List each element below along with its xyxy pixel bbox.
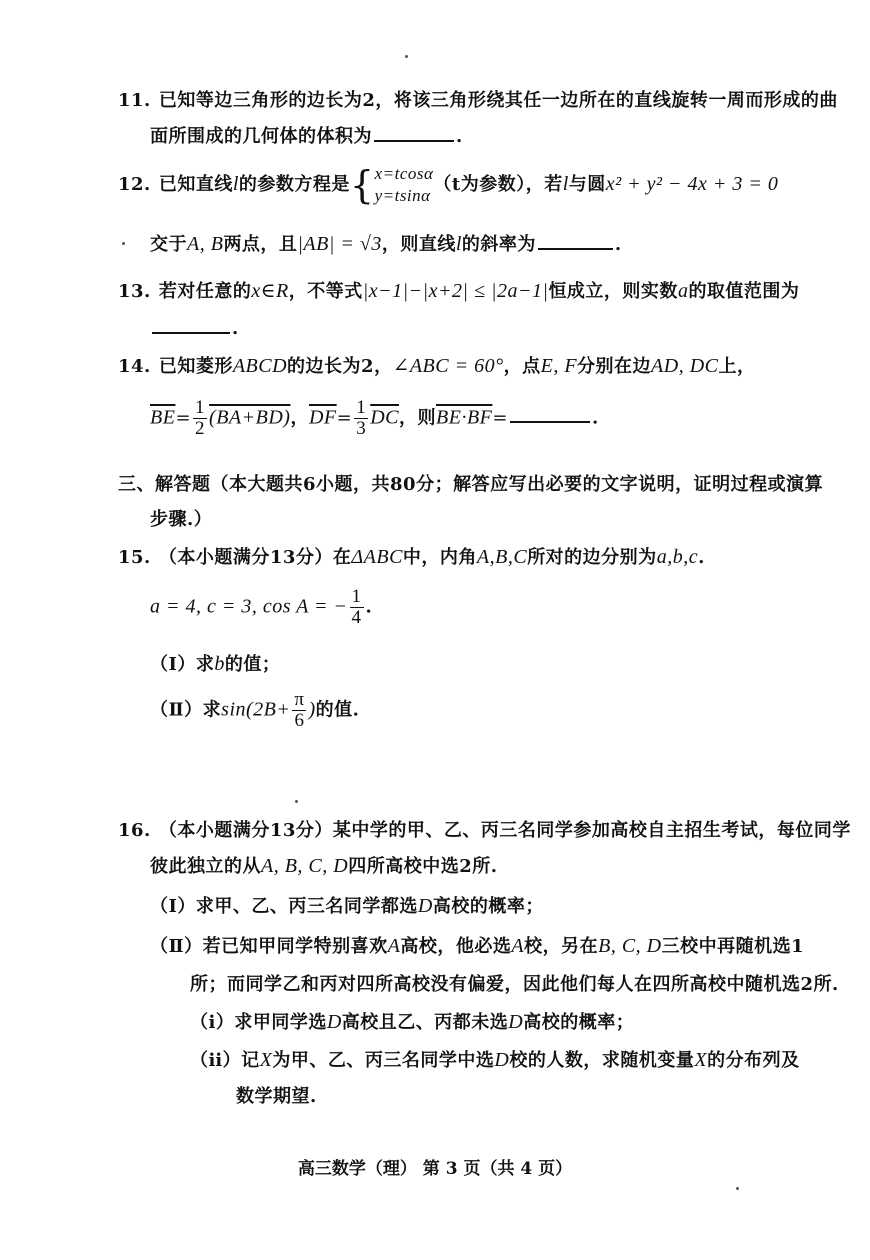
scan-speck xyxy=(295,800,298,803)
q14-ABCD: ABCD xyxy=(232,355,288,377)
q16-l2-pre: 彼此独立的从 xyxy=(150,856,261,877)
q15-p2-expr: sin(2B+ xyxy=(221,698,291,721)
q13-mid: ，不等式 xyxy=(288,281,363,302)
q15-frac-num: 1 xyxy=(351,586,362,607)
q12-l: l xyxy=(232,173,239,196)
q14-post3: 上， xyxy=(718,356,756,377)
q16-pii-X2: X xyxy=(694,1049,708,1071)
q11-text2: 面所围成的几何体的体积为 xyxy=(150,126,372,147)
q16-schools: A, B, C, D xyxy=(261,855,349,877)
q15-p2-den: 6 xyxy=(294,709,305,731)
q14-comma: ， xyxy=(290,407,309,429)
q13-post: 恒成立，则实数 xyxy=(548,281,678,302)
q14-eq2: = xyxy=(336,407,353,429)
q16-text1: （本小题满分13分）某中学的甲、乙、丙三名同学参加高校自主招生考试，每位同学 xyxy=(158,820,851,841)
q16-p2-mid2: 校，另在 xyxy=(524,936,599,957)
q14-frac-third xyxy=(354,398,368,439)
q16-part-ii-line2 xyxy=(236,1082,317,1108)
q15-p2-close: ) xyxy=(308,698,316,721)
q15-part2 xyxy=(150,690,359,731)
q16-pii-pre: （ⅱ）记 xyxy=(190,1050,260,1071)
q15-line2 xyxy=(150,587,372,628)
section3-title: 三、解答题（本大题共6小题，共80分；解答应写出必要的文字说明，证明过程或演算 xyxy=(118,474,824,495)
q13-answer-blank xyxy=(152,331,230,334)
q14-third-den: 3 xyxy=(356,417,367,439)
q14-mid: 的边长为2， xyxy=(287,356,393,377)
q16-pii-mid: 为甲、乙、丙三名同学中选 xyxy=(272,1050,495,1071)
q14-vec-BE: $\overline{BE}$ xyxy=(150,406,176,429)
q16-p1-pre: （Ⅰ）求甲、乙、丙三名同学都选 xyxy=(150,896,418,917)
q15-post: 所对的边分别为 xyxy=(527,547,657,568)
scan-speck xyxy=(736,1187,739,1190)
q14-dot-product: BE·BF xyxy=(436,406,493,429)
q13-pre: 若对任意的 xyxy=(158,281,252,302)
q13-number: 13. xyxy=(118,281,151,302)
q15-p1-var: b xyxy=(214,653,225,675)
q16-pi-mid: 高校且乙、丙都未选 xyxy=(341,1012,509,1033)
q16-number: 16. xyxy=(118,820,151,841)
q15-sides: a,b,c xyxy=(656,546,699,568)
q12-circle-eq: x² + y² − 4x + 3 = 0 xyxy=(605,173,779,196)
q14-eq3: = xyxy=(492,407,508,429)
q12-circle-pre: 与圆 xyxy=(568,174,606,196)
q12-l2: l xyxy=(562,173,569,196)
q15-line1 xyxy=(118,543,705,569)
q16-pi-post: 高校的概率； xyxy=(523,1012,635,1033)
q16-p2-line2: 所；而同学乙和丙对四所高校没有偏爱，因此他们每人在四所高校中随机选2所. xyxy=(190,974,839,995)
q12-eq1: x=tcosα xyxy=(374,164,434,183)
q16-part2-line2 xyxy=(190,970,839,996)
q16-line2 xyxy=(150,852,498,878)
q15-end: . xyxy=(698,547,705,568)
q14-line1 xyxy=(118,352,756,378)
q16-part-ii xyxy=(190,1046,800,1072)
page-footer: 高三数学（理） 第 3 页（共 4 页） xyxy=(297,1159,573,1179)
q13-period: . xyxy=(232,318,239,339)
q14-sides: AD, DC xyxy=(651,355,719,377)
q15-given-end: . xyxy=(365,596,373,618)
q11-period: . xyxy=(456,126,463,147)
q14-answer-blank xyxy=(510,420,590,423)
q13-xR: x∈R xyxy=(251,280,289,302)
q15-angles: A,B,C xyxy=(476,546,528,568)
q13-end-text: 的取值范围为 xyxy=(688,281,800,302)
q16-line1 xyxy=(118,816,851,842)
q15-p1-post: 的值； xyxy=(224,654,281,675)
q15-frac-den: 4 xyxy=(351,606,362,628)
q12-l2-post: ，则直线 xyxy=(381,234,456,255)
q11-answer-blank xyxy=(374,139,454,142)
q12-period: . xyxy=(614,234,622,255)
q11-text1: 已知等边三角形的边长为2，将该三角形绕其任一边所在的直线旋转一周而形成的曲 xyxy=(158,90,838,111)
q12-line2 xyxy=(150,230,622,256)
q14-half-den: 2 xyxy=(195,417,206,439)
q12-param: （t为参数），若 xyxy=(433,174,563,196)
q15-p2-label: （Ⅱ）求 xyxy=(150,699,222,721)
q12-pre: 已知直线 xyxy=(158,174,233,196)
q12-mid: 的参数方程是 xyxy=(238,174,350,196)
q12-eq2: y=tsinα xyxy=(374,186,431,206)
q15-pre: （本小题满分13分）在 xyxy=(158,547,352,568)
q16-pi-pre: （ⅰ）求甲同学选 xyxy=(190,1012,327,1033)
q14-vec-DC: $\overline{DC}$ xyxy=(370,406,400,429)
q16-p2-A2: A xyxy=(511,935,525,957)
q11-line1 xyxy=(118,86,838,112)
q12-l3: l xyxy=(455,233,462,255)
q15-given: a = 4, c = 3, cos A = − xyxy=(150,595,348,618)
q16-p2-mid: 高校，他必选 xyxy=(400,936,512,957)
q14-period: . xyxy=(591,407,599,429)
q15-p2-post: 的值. xyxy=(315,699,360,721)
q14-EF: E, F xyxy=(540,355,578,377)
q14-post2: 分别在边 xyxy=(577,356,652,377)
q15-p2-num: π xyxy=(294,689,305,710)
q12-l2-end: 的斜率为 xyxy=(461,234,536,255)
q16-p2-BCD: B, C, D xyxy=(598,935,662,957)
q11-number: 11. xyxy=(118,90,151,111)
q12-l2-pre: 交于 xyxy=(150,234,187,255)
q15-p2-frac xyxy=(292,690,306,731)
q14-pre: 已知菱形 xyxy=(158,356,233,377)
section3-line2 xyxy=(150,505,212,531)
scan-speck xyxy=(405,55,408,58)
q16-p1-D: D xyxy=(417,895,433,917)
q14-line2 xyxy=(150,398,599,439)
scan-speck xyxy=(122,242,125,245)
section3-title-cont: 步骤.） xyxy=(150,509,213,530)
q13-a: a xyxy=(677,280,689,302)
q14-frac-half xyxy=(193,398,207,439)
q14-vec-DF: $\overline{DF}$ xyxy=(308,406,337,429)
q13-line1 xyxy=(118,277,799,303)
q16-pii-D: D xyxy=(494,1049,510,1071)
q16-p2-pre: （Ⅱ）若已知甲同学特别喜欢 xyxy=(150,936,388,957)
q14-angle: ∠ABC = 60° xyxy=(392,355,504,377)
q14-vec-sum: (BA+BD) xyxy=(209,406,291,429)
q12-absAB: |AB| = √3 xyxy=(297,233,382,255)
q15-mid: 中，内角 xyxy=(402,547,477,568)
q16-pii-X: X xyxy=(259,1049,273,1071)
q14-third-num: 1 xyxy=(356,397,367,418)
q12-system xyxy=(375,163,434,207)
q16-pi-D: D xyxy=(326,1011,342,1033)
q14-post: ，点 xyxy=(503,356,541,377)
q15-part1 xyxy=(150,650,280,676)
q16-p1-post: 高校的概率； xyxy=(432,896,544,917)
q14-eq: = xyxy=(175,407,192,429)
q12-answer-blank xyxy=(538,247,613,250)
q11-line2 xyxy=(150,122,463,148)
q15-number: 15. xyxy=(118,547,151,568)
q13-inequality: |x−1|−|x+2| ≤ |2a−1| xyxy=(362,280,549,302)
q14-then: ，则 xyxy=(399,407,437,429)
section3-line1 xyxy=(118,470,823,496)
q16-part2 xyxy=(150,932,804,958)
q15-triangle: ΔABC xyxy=(351,546,403,568)
q13-line2 xyxy=(150,318,239,339)
q14-number: 14. xyxy=(118,356,151,377)
q16-part-i xyxy=(190,1008,634,1034)
q14-half-num: 1 xyxy=(195,397,206,418)
q15-frac xyxy=(350,587,364,628)
q16-pii-post: 的分布列及 xyxy=(707,1050,800,1071)
q16-pi-D2: D xyxy=(508,1011,524,1033)
q16-part1 xyxy=(150,892,544,918)
q12-brace: { xyxy=(349,163,375,208)
q12-number: 12. xyxy=(118,174,151,196)
q12-AB: A, B xyxy=(187,233,224,255)
q15-p1-label: （Ⅰ）求 xyxy=(150,654,215,675)
q16-p2-post: 三校中再随机选1 xyxy=(661,936,805,957)
q16-p2-A: A xyxy=(387,935,401,957)
q12-line1 xyxy=(118,163,778,207)
q16-pii-line2: 数学期望. xyxy=(236,1086,317,1107)
q16-l2-post: 四所高校中选2所. xyxy=(348,856,498,877)
q16-pii-mid2: 校的人数，求随机变量 xyxy=(509,1050,695,1071)
q12-l2-mid: 两点，且 xyxy=(223,234,298,255)
